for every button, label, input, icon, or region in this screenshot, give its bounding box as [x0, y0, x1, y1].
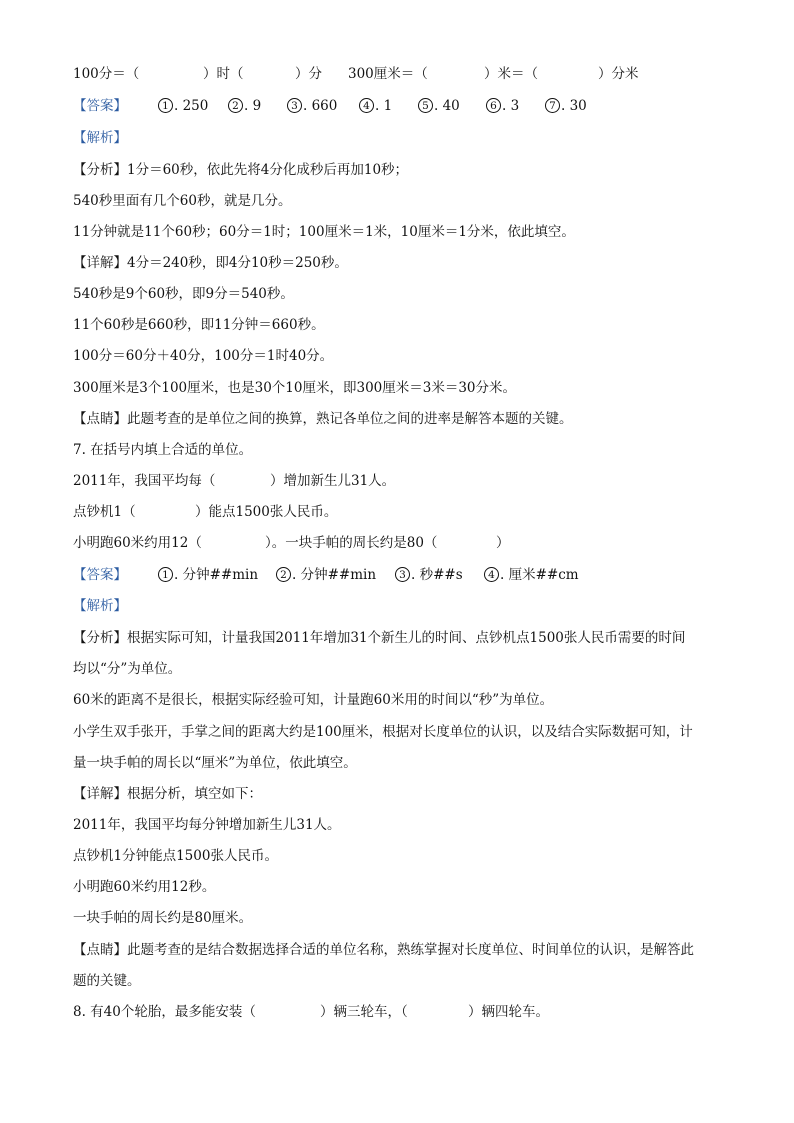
q6-part-e: ）米＝（	[484, 66, 538, 82]
q7-analysis-line: 均以“分”为单位。	[73, 661, 182, 677]
q6-analysis-line: 540秒里面有几个60秒，就是几分。	[73, 193, 292, 209]
q6-analysis-line: 11分钟就是11个60秒；60分＝1时；100厘米＝1米，10厘米＝1分米，依此填空。	[73, 224, 575, 240]
q7-title: 7. 在括号内填上合适的单位。	[73, 442, 253, 458]
q7-line-3-part: ）	[496, 535, 510, 551]
answer-item: 1 . 250	[158, 96, 208, 116]
q6-part-d: 300厘米＝（	[348, 66, 428, 82]
answer-item: 6 . 3	[486, 96, 519, 116]
analysis-heading: 【解析】	[73, 130, 127, 146]
q7-detail-line: 点钞机1分钟能点1500张人民币。	[73, 848, 278, 864]
q7-analysis-line: 量一块手帕的周长以“厘米”为单位，依此填空。	[73, 755, 357, 771]
q7-comment-line: 【点睛】此题考查的是结合数据选择合适的单位名称，熟练掌握对长度单位、时间单位的认识，是解答此	[73, 942, 694, 958]
q6-comment-line: 【点睛】此题考查的是单位之间的换算，熟记各单位之间的进率是解答本题的关键。	[73, 411, 573, 427]
answer-label: 【答案】	[73, 567, 127, 583]
q6-part-f: ）分米	[598, 66, 639, 82]
answer-item: 3 . 秒##s	[395, 565, 463, 585]
answer-item: 3 . 660	[287, 96, 337, 116]
q6-part-c: ）分	[295, 66, 322, 82]
q7-comment-line: 题的关键。	[73, 973, 141, 989]
answer-item: 7 . 30	[545, 96, 587, 116]
q7-analysis-line: 小学生双手张开，手掌之间的距离大约是100厘米，根据对长度单位的认识，以及结合实际数据可知，计	[73, 724, 693, 740]
q7-line-1-part: 2011年，我国平均每（	[73, 473, 216, 489]
q6-detail-line: 11个60秒是660秒，即11分钟＝660秒。	[73, 317, 325, 333]
q6-part-a: 100分＝（	[73, 66, 140, 82]
q7-analysis-line: 60米的距离不是很长，根据实际经验可知，计量跑60米用的时间以“秒”为单位。	[73, 692, 554, 708]
answer-item: 1 . 分钟##min	[158, 565, 258, 585]
q7-analysis-line: 【分析】根据实际可知，计量我国2011年增加31个新生儿的时间、点钞机点1500张人民币需要的时间	[73, 630, 686, 646]
q7-detail-line: 一块手帕的周长约是80厘米。	[73, 910, 253, 926]
q8-part: 8. 有40个轮胎，最多能安装（	[73, 1004, 256, 1020]
q6-detail-line: 【详解】4分＝240秒，即4分10秒＝250秒。	[73, 255, 348, 271]
q8-part: ）辆三轮车，（	[320, 1004, 408, 1020]
q7-line-2-part: ）能点1500张人民币。	[195, 504, 338, 520]
answer-item: 2 . 9	[228, 96, 261, 116]
answer-item: 2 . 分钟##min	[276, 565, 376, 585]
q7-line-3-part: 小明跑60米约用12（	[73, 535, 202, 551]
q8-part: ）辆四轮车。	[468, 1004, 549, 1020]
analysis-heading: 【解析】	[73, 598, 127, 614]
answer-label: 【答案】	[73, 98, 127, 114]
q7-line-1-part: ）增加新生儿31人。	[270, 473, 396, 489]
answer-item: 4 . 1	[359, 96, 392, 116]
q7-detail-line: 2011年，我国平均每分钟增加新生儿31人。	[73, 817, 341, 833]
q7-detail-line: 【详解】根据分析，填空如下：	[73, 786, 262, 802]
q7-detail-line: 小明跑60米约用12秒。	[73, 879, 216, 895]
q7-line-2-part: 点钞机1（	[73, 504, 136, 520]
q7-line-3-part: ）。一块手帕的周长约是80（	[265, 535, 438, 551]
answer-item: 5 . 40	[418, 96, 460, 116]
q6-detail-line: 100分＝60分＋40分，100分＝1时40分。	[73, 348, 334, 364]
answer-item: 4 . 厘米##cm	[484, 565, 579, 585]
q6-detail-line: 540秒是9个60秒，即9分＝540秒。	[73, 286, 294, 302]
q6-analysis-line: 【分析】1分＝60秒，依此先将4分化成秒后再加10秒；	[73, 162, 409, 178]
q6-detail-line: 300厘米是3个100厘米，也是30个10厘米，即300厘米＝3米＝30分米。	[73, 380, 517, 396]
q6-part-b: ）时（	[203, 66, 244, 82]
